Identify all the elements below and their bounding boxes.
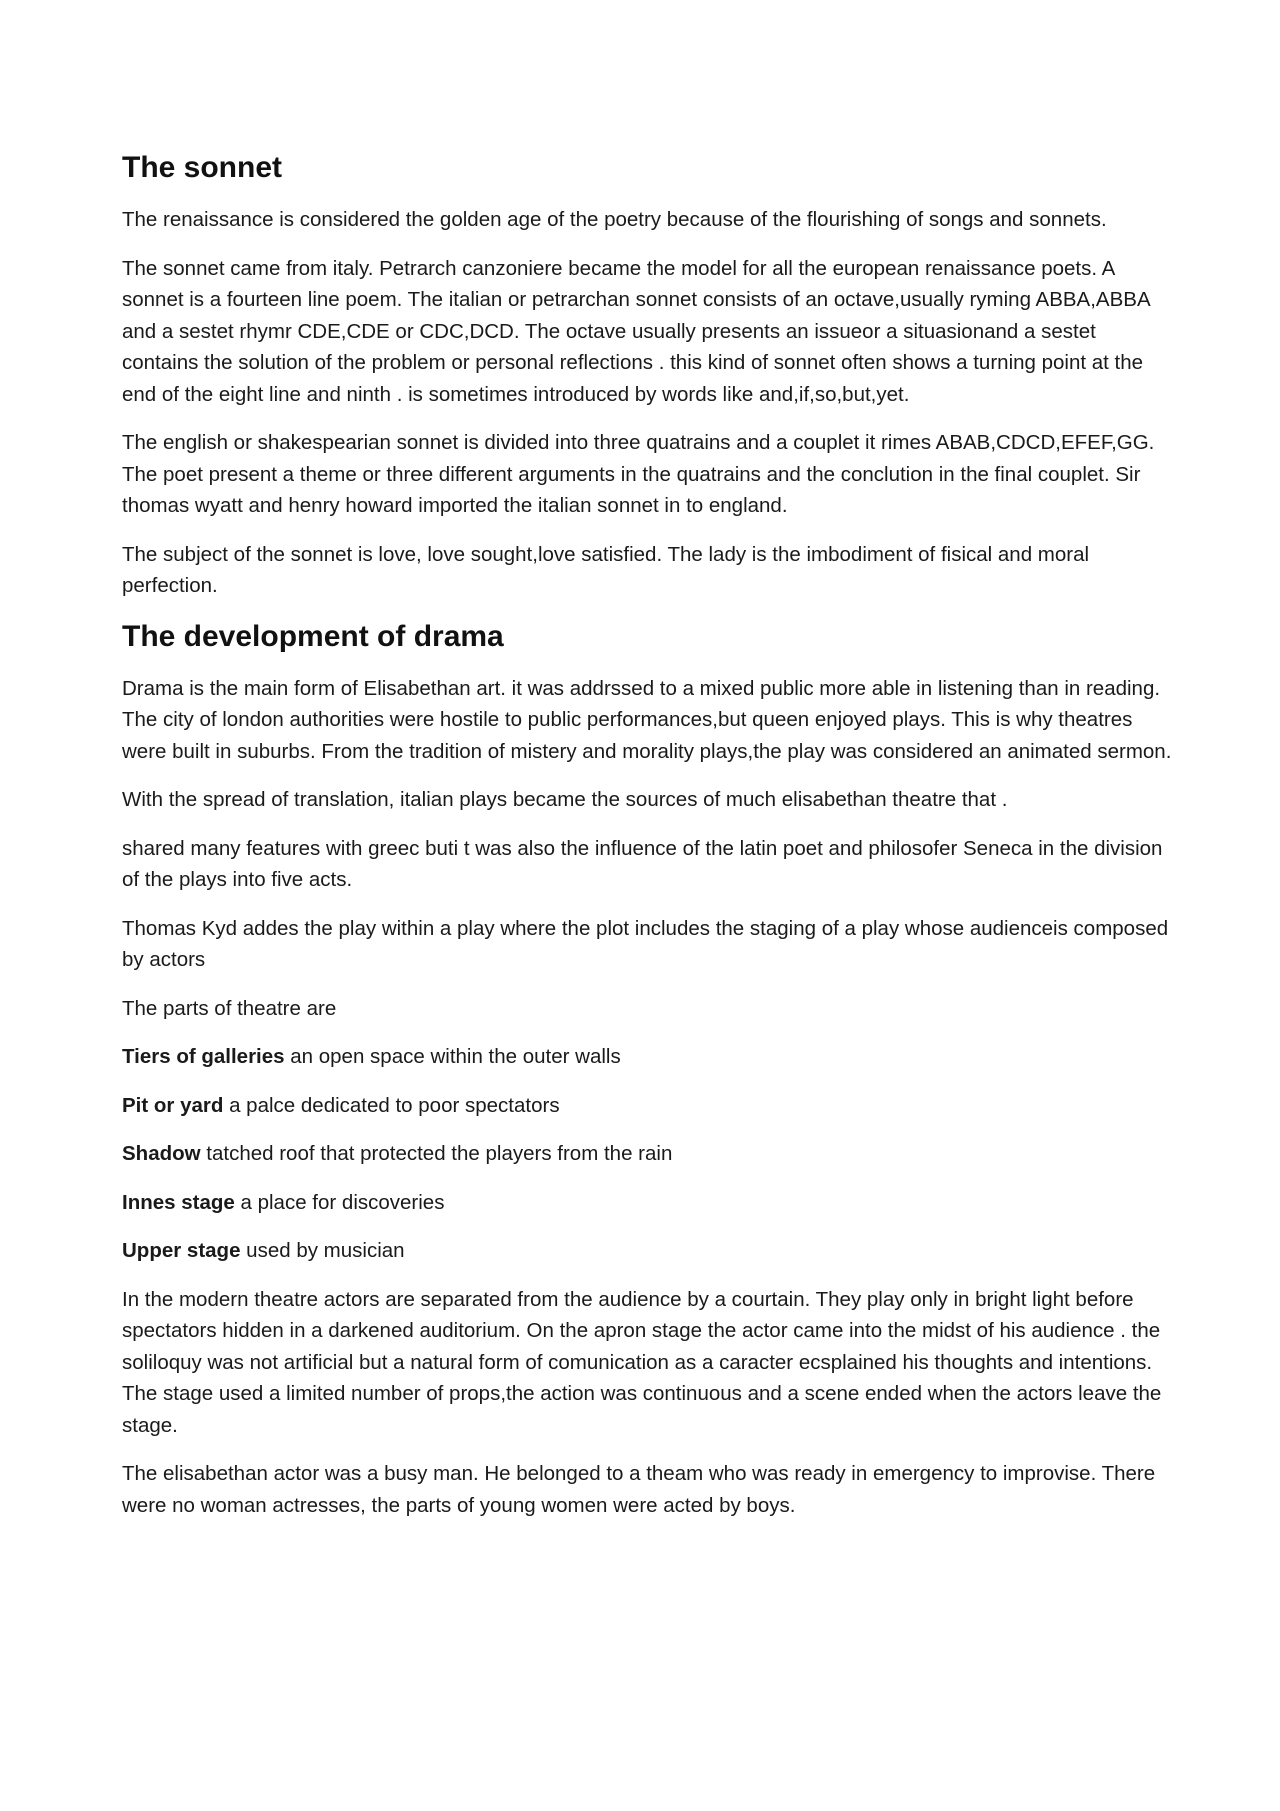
theatre-part-term: Tiers of galleries bbox=[122, 1045, 285, 1068]
paragraph: The parts of theatre are bbox=[122, 996, 337, 1020]
section-title-sonnet: The sonnet bbox=[122, 151, 283, 184]
paragraph: The elisabethan actor was a busy man. He belonged to a theam who was ready in emergency to improvise. There were no woman actresses, the parts of young women were acted by boys. bbox=[122, 1462, 1156, 1517]
paragraph: The subject of the sonnet is love, love sought,love satisfied. The lady is the imbodiment of fisical and moral perfection. bbox=[122, 542, 1090, 597]
theatre-part-description: a palce dedicated to poor spectators bbox=[223, 1093, 560, 1117]
theatre-part-item bbox=[122, 1041, 1172, 1073]
theatre-part-description: a place for discoveries bbox=[234, 1190, 445, 1214]
paragraph: shared many features with greec buti t was also the influence of the latin poet and philosofer Seneca in the division of the plays into five acts. bbox=[122, 836, 1163, 891]
paragraph: The renaissance is considered the golden age of the poetry because of the flourishing of songs and sonnets. bbox=[122, 208, 1107, 231]
section-title-drama: The development of drama bbox=[122, 619, 504, 653]
document-page bbox=[122, 150, 1172, 1538]
paragraph: Thomas Kyd addes the play within a play where the plot includes the staging of a play whose audienceis composed by actors bbox=[122, 916, 1169, 971]
theatre-part-term: Upper stage bbox=[122, 1239, 241, 1262]
theatre-part-description: used by musician bbox=[240, 1239, 405, 1262]
theatre-part-item bbox=[122, 1235, 1172, 1267]
theatre-part-description: an open space within the outer walls bbox=[284, 1045, 621, 1068]
paragraph: The english or shakespearian sonnet is divided into three quatrains and a couplet it rimes ABAB,CDCD,EFEF,GG. The poet present a theme or three different arguments in the quatrains and the conclution in the final couplet. Sir thomas wyatt and henry howard imported the italian sonnet in to england. bbox=[122, 431, 1155, 517]
theatre-part-item bbox=[122, 1187, 1172, 1219]
theatre-part-term: Shadow bbox=[122, 1142, 201, 1165]
theatre-part-term: Innes stage bbox=[122, 1190, 235, 1214]
theatre-part-term: Pit or yard bbox=[122, 1093, 224, 1117]
theatre-part-item bbox=[122, 1138, 1172, 1170]
paragraph: The sonnet came from italy. Petrarch canzoniere became the model for all the european renaissance poets. A sonnet is a fourteen line poem. The italian or petrarchan sonnet consists of an octave,usually ryming ABBA,ABBA and a sestet rhymr CDE,CDE or CDC,DCD. The octave usually presents an issueor a situasionand a sestet contains the solution of the problem or personal reflections . this kind of sonnet often shows a turning point at the end of the eight line and ninth . is sometimes introduced by words like and,if,so,but,yet. bbox=[122, 256, 1150, 406]
paragraph: With the spread of translation, italian plays became the sources of much elisabethan theatre that . bbox=[122, 788, 1008, 811]
theatre-part-description: tatched roof that protected the players from the rain bbox=[200, 1142, 673, 1165]
paragraph: In the modern theatre actors are separated from the audience by a courtain. They play only in bright light before spectators hidden in a darkened auditorium. On the apron stage the actor came into the midst of his audience . the soliloquy was not artificial but a natural form of comunication as a caracter ecsplained his thoughts and intentions. The stage used a limited number of props,the action was continuous and a scene ended when the actors leave the stage. bbox=[122, 1287, 1162, 1437]
paragraph: Drama is the main form of Elisabethan art. it was addrssed to a mixed public more able in listening than in reading. The city of london authorities were hostile to public performances,but queen enjoyed plays. This is why theatres were built in suburbs. From the tradition of mistery and morality plays,the play was considered an animated sermon. bbox=[122, 676, 1172, 763]
theatre-part-item bbox=[122, 1090, 1172, 1122]
